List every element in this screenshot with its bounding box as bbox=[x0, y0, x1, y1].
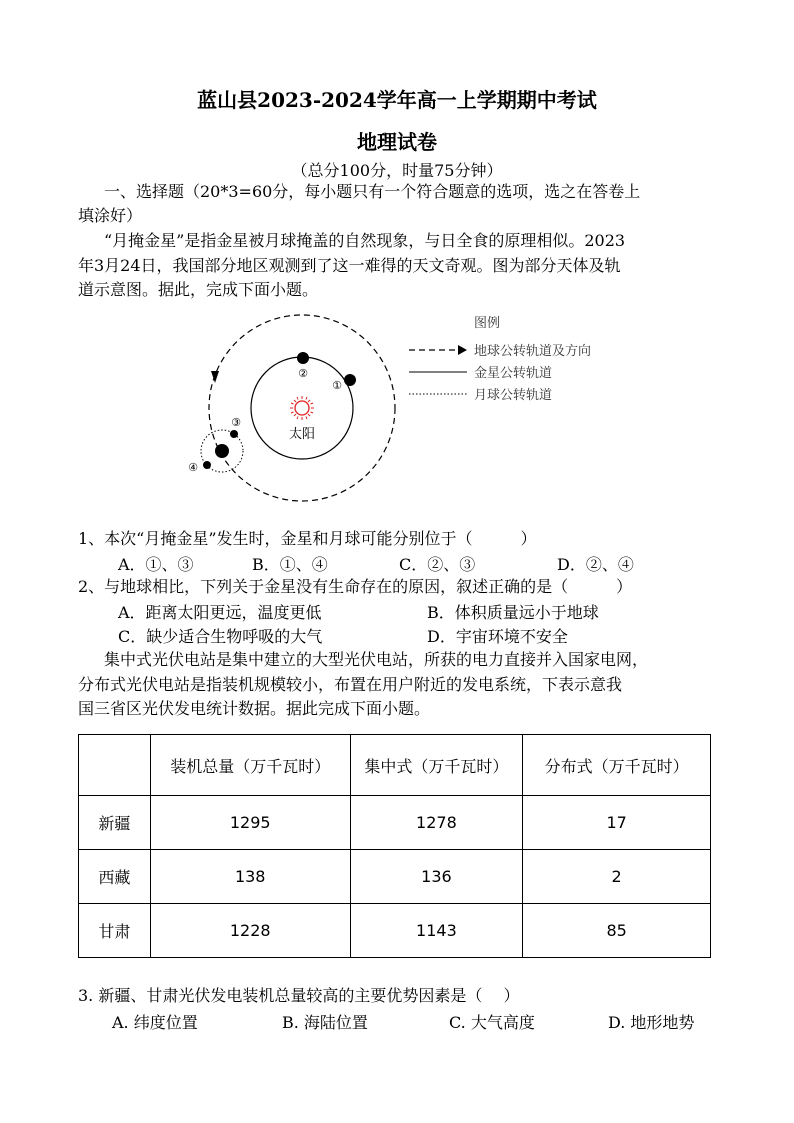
table-cell: 17 bbox=[523, 796, 711, 850]
table-header-cell bbox=[79, 735, 151, 796]
venus-position-1 bbox=[344, 374, 356, 386]
passage1-line1: “月掩金星”是指金星被月球掩盖的自然现象，与日全食的原理相似。2023 bbox=[104, 231, 626, 250]
question-2-option-b: B．体积质量远小于地球 bbox=[427, 603, 599, 622]
question-1-option-c: C．②、③ bbox=[399, 555, 476, 574]
orbit-direction-arrow-icon bbox=[211, 371, 219, 383]
legend-item-earth-orbit: 地球公转轨道及方向 bbox=[474, 344, 592, 359]
question-2-option-c: C．缺少适合生物呼吸的大气 bbox=[118, 627, 323, 646]
question-1-stem: 1、本次“月掩金星”发生时，金星和月球可能分别位于（ ） bbox=[78, 529, 537, 548]
orbit-diagram bbox=[190, 305, 620, 520]
question-2-option-a: A．距离太阳更远，温度更低 bbox=[118, 603, 322, 622]
table-cell: 新疆 bbox=[79, 796, 151, 850]
section1-line1: 一、选择题（20*3=60分，每小题只有一个符合题意的选项，选之在答卷上 bbox=[104, 182, 641, 201]
table-cell: 甘肃 bbox=[79, 904, 151, 958]
moon-position-4 bbox=[203, 461, 211, 469]
legend-arrow-icon bbox=[458, 345, 467, 355]
passage2-line1: 集中式光伏电站是集中建立的大型光伏电站，所获的电力直接并入国家电网， bbox=[104, 650, 649, 669]
sun-icon bbox=[290, 396, 314, 420]
table-cell: 85 bbox=[523, 904, 711, 958]
marker-4: ④ bbox=[188, 461, 198, 474]
passage2-line2: 分布式光伏电站是指装机规模较小，布置在用户附近的发电系统，下表示意我 bbox=[78, 675, 623, 694]
question-2-stem: 2、与地球相比，下列关于金星没有生命存在的原因，叙述正确的是（ ） bbox=[78, 577, 633, 596]
passage1-line2: 年3月24日，我国部分地区观测到了这一难得的天文奇观。图为部分天体及轨 bbox=[78, 256, 621, 275]
table-cell: 2 bbox=[523, 850, 711, 904]
table-row bbox=[79, 796, 711, 850]
table-header-row bbox=[79, 735, 711, 796]
legend-title: 图例 bbox=[474, 316, 501, 331]
exam-title: 蓝山县2023-2024学年高一上学期期中考试 bbox=[197, 88, 597, 112]
exam-score-note: （总分100分，时量75分钟） bbox=[291, 161, 503, 180]
marker-3: ③ bbox=[231, 416, 241, 429]
pv-stats-table bbox=[78, 734, 711, 958]
legend-item-moon-orbit: 月球公转轨道 bbox=[474, 388, 553, 403]
section1-line2: 填涂好） bbox=[78, 206, 143, 225]
sun-label: 太阳 bbox=[288, 427, 316, 442]
legend-item-venus-orbit: 金星公转轨道 bbox=[474, 366, 553, 381]
table-header-cell: 分布式（万千瓦时） bbox=[523, 735, 711, 796]
earth bbox=[215, 444, 229, 458]
table-cell: 1295 bbox=[150, 796, 350, 850]
question-3-stem: 3. 新疆、甘肃光伏发电装机总量较高的主要优势因素是（ ） bbox=[78, 986, 520, 1005]
venus-position-2 bbox=[297, 352, 309, 364]
table-cell: 西藏 bbox=[79, 850, 151, 904]
question-1-option-d: D．②、④ bbox=[557, 555, 634, 574]
table-cell: 1143 bbox=[350, 904, 523, 958]
question-3-option-b: B. 海陆位置 bbox=[282, 1013, 368, 1032]
exam-subtitle: 地理试卷 bbox=[357, 130, 437, 154]
passage2-line3: 国三省区光伏发电统计数据。据此完成下面小题。 bbox=[78, 699, 431, 718]
moon-position-3 bbox=[230, 430, 238, 438]
question-3-option-d: D. 地形地势 bbox=[608, 1013, 695, 1032]
question-2-option-d: D．宇宙环境不安全 bbox=[427, 627, 568, 646]
passage1-line3: 道示意图。据此，完成下面小题。 bbox=[78, 280, 319, 299]
table-header-cell: 装机总量（万千瓦时） bbox=[150, 735, 350, 796]
table-cell: 1278 bbox=[350, 796, 523, 850]
marker-2: ② bbox=[298, 367, 308, 380]
question-3-option-a: A. 纬度位置 bbox=[112, 1013, 198, 1032]
table-cell: 136 bbox=[350, 850, 523, 904]
question-1-option-a: A．①、③ bbox=[118, 555, 194, 574]
table-row bbox=[79, 904, 711, 958]
marker-1: ① bbox=[332, 379, 342, 392]
table-row bbox=[79, 850, 711, 904]
question-3-option-c: C. 大气高度 bbox=[449, 1013, 535, 1032]
question-1-option-b: B．①、④ bbox=[252, 555, 328, 574]
table-cell: 1228 bbox=[150, 904, 350, 958]
table-header-cell: 集中式（万千瓦时） bbox=[350, 735, 523, 796]
table-cell: 138 bbox=[150, 850, 350, 904]
